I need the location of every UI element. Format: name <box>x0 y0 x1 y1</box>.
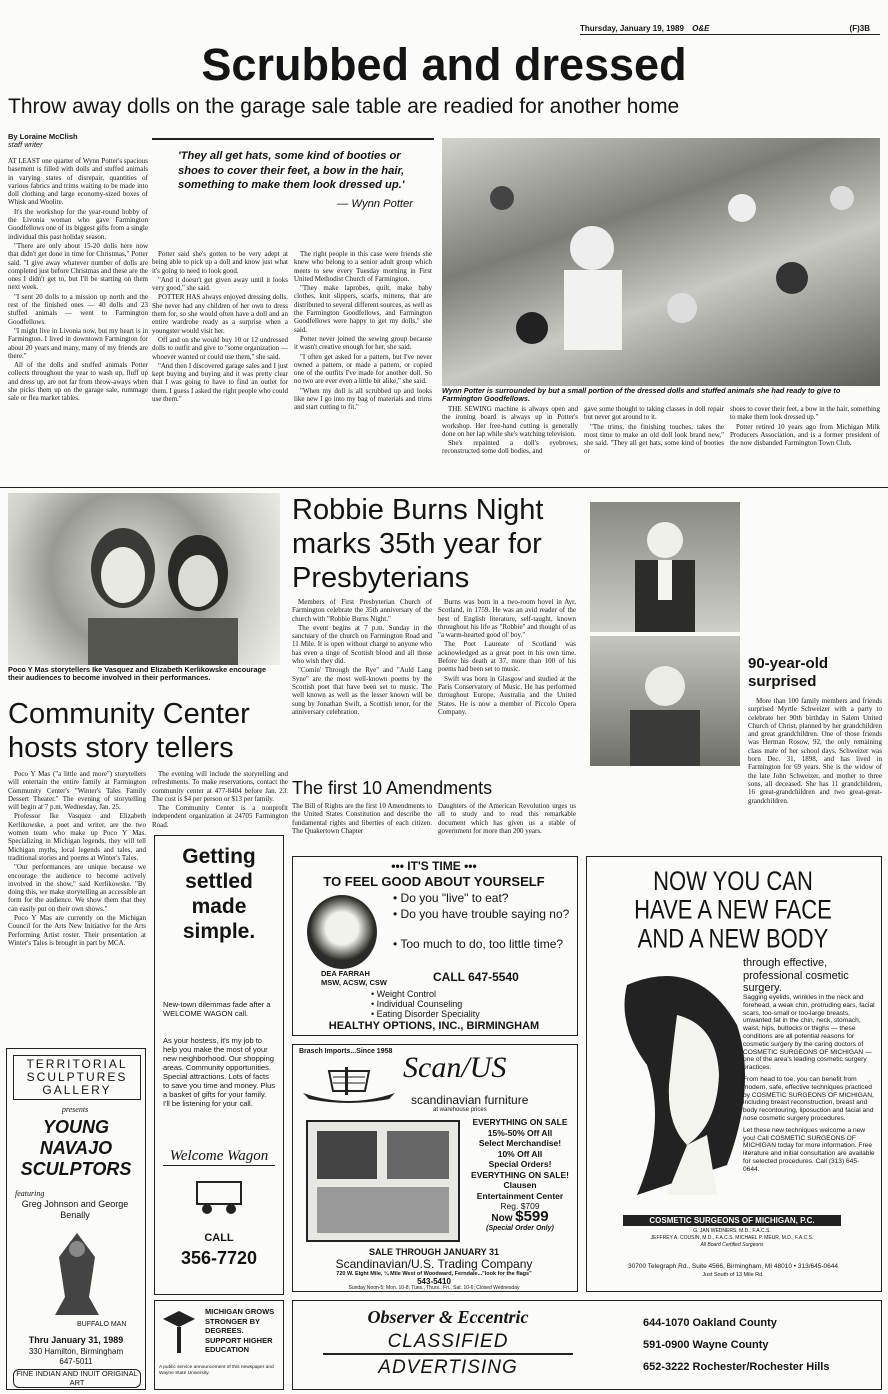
byline-name: By Loraine McClish <box>8 132 78 141</box>
story1-column-3 <box>294 250 432 488</box>
paragraph: Members of First Presbyterian Church of Farmington celebrate the 35th anniversary of the church with "Robbie Burns Night." <box>292 598 432 623</box>
gallery-address: BUFFALO MAN <box>77 1321 127 1328</box>
classified-phone-oakland: 644-1070 Oakland County <box>643 1317 777 1329</box>
story1-column-2 <box>152 250 288 488</box>
service-text: Individual Counseling <box>376 999 463 1009</box>
headline-line: AND A NEW BODY <box>637 923 829 954</box>
offer-line: (Special Order Only) <box>486 1225 554 1232</box>
paragraph: The right people in this case were friends she knew who belong to a senior adult group which meets to sew every Tuesday morning in First United Methodist Church of Farmington. <box>294 250 432 283</box>
pullquote-attribution: — Wynn Potter <box>337 197 413 210</box>
dots: ••• <box>391 859 408 873</box>
paragraph: She's repainted a doll's eyebrows, reconstructed some doll bodies, and <box>442 439 578 456</box>
offer-line: Entertainment Center <box>476 1190 564 1201</box>
photo-wynn-potter-dolls <box>442 138 880 386</box>
michigan-note: A public service announcement of this newspaper and Wayne State University. <box>159 1365 274 1376</box>
ad-cosmetic-surgeons <box>586 856 882 1292</box>
graduation-cap-icon <box>161 1307 197 1355</box>
story1-column-1 <box>8 157 148 487</box>
welcome-line2: As your hostess, it's my job to help you make the most of your new neighborhood. Our shopping areas. Community opportunities. Special attractions. Lots of facts to save you time and money. Plus a basket of gifts for your family. I'll be listening for your call. <box>163 1036 276 1108</box>
scan-company: Scandinavian/U.S. Trading Company <box>335 1257 533 1271</box>
byline-role: staff writer <box>8 140 43 149</box>
masthead-date: Thursday, January 19, 1989 <box>580 24 684 33</box>
story3-column-1 <box>292 598 432 717</box>
scan-sub: at warehouse prices <box>433 1107 487 1113</box>
headline-robbie-burns: Robbie Burns Night marks 35th year for Presbyterians <box>292 494 544 594</box>
gallery-street: 330 Hamilton, Birmingham <box>28 1347 124 1356</box>
paragraph: Potter said she's gotten to be very adept at being able to pick up a doll and know just what it's going to need to look good. <box>152 250 288 275</box>
paragraph: The evening will include the storytelling and refreshments. To make reservations, contact the community center at 477-8404 before Jan. 23. The cost is $4 per person or $13 per family. <box>152 770 288 803</box>
scan-offer <box>465 1117 575 1235</box>
paragraph: "There are only about 15-20 dolls here now that didn't get done in time for Christmas," Potter said. "I give away whatever number of dolls are completed just before Christmas and these are the ones I didn't get to, but I'll be starting on them next week. <box>8 241 148 292</box>
elderly-man-figure-icon <box>590 502 740 632</box>
paragraph: Poco Y Mas ("a little and more") storytellers will entertain the entire family at Farmington Community Center's "Winter's Tales Family Dessert Theater." The evening of storytelling will begin at 7 p.m. Wednesday, Jan. 25. <box>8 770 146 812</box>
offer-line: EVERYTHING ON SALE <box>472 1117 568 1127</box>
cosmetic-doctors: G. JAN WEDNERS, M.D., F.A.C.S. <box>693 1228 771 1234</box>
headline-scrubbed: Scrubbed and dressed <box>201 39 687 90</box>
paragraph: Potter retired 10 years ago from Michigan Milk Producers Association, and is a former president of the now disbanded Farmington Town Club. <box>730 422 880 448</box>
healthy-headline: TO FEEL GOOD ABOUT YOURSELF <box>323 874 545 889</box>
paragraph: shoes to cover their feet, a bow in the hair, something to make them look dressed up." <box>730 405 880 422</box>
classified-paper-name: Observer & Eccentric <box>367 1307 529 1327</box>
paragraph: The event begins at 7 p.m. Sunday in the sanctuary of the church on Farmington Road and 11 Mile. It is open without charge to anyone who has even a tinge of Scottish blood and all those who wish they did. <box>292 623 432 666</box>
scan-since: Brasch Imports...Since 1958 <box>299 1048 393 1055</box>
paragraph: Poco Y Mas are currently on the Michigan Council for the Arts New Initiative for the Arts Performing Artist roster. Their presentation at Winter's Tales is brought in part by MCA. <box>8 914 146 947</box>
scan-address: 720 W. Eight Mile, ¼ Mile West of Woodward, Ferndale..."look for the flags" <box>336 1271 532 1277</box>
offer-line: Select Merchandise! <box>478 1138 562 1148</box>
offer-price <box>465 1207 575 1225</box>
story1-column-5 <box>584 405 724 457</box>
masthead-rule <box>580 34 880 35</box>
pullquote <box>178 149 433 211</box>
headline-line: NOW YOU CAN <box>653 865 813 896</box>
healthy-footer: HEALTHY OPTIONS, INC., BIRMINGHAM <box>328 1020 540 1032</box>
ad-michigan-grows <box>154 1300 284 1390</box>
headline-amendments: The first 10 Amendments <box>292 778 493 798</box>
paragraph: "And then I discovered garage sales and I just kept buying and buying and it was pretty clear that I was going to have to find an outlet for them. I guess I asked the right people who could use them." <box>152 361 288 404</box>
elderly-woman-figure-icon <box>590 636 740 766</box>
healthy-call: CALL 647-5540 <box>433 970 519 984</box>
paragraph: "When my doll is all scrubbed up and looks like new I go into my bag of materials and trims and start cutting to fit." <box>294 386 432 412</box>
pullquote-rule <box>152 138 434 140</box>
cosmetic-address: 30700 Telegraph Rd., Suite 4566, Birmingham, MI 48010 • 313/645-0644 <box>628 1263 838 1270</box>
paragraph: All of the dolls and stuffed animals Potter collects throughout the year to wash up, fluff up and dress up, are not far from throw-aways when she picks them up on the garage sale, rummage sale or flea market tables. <box>8 361 148 403</box>
viking-ship-icon <box>299 1063 399 1109</box>
paragraph: "I often get asked for a pattern, but I've never owned a pattern, or made a pattern, or copied one of the outfits I've made for another doll. So no two are ever even a little bit alike," she said. <box>294 352 432 386</box>
subhead-scrubbed: Throw away dolls on the garage sale table are readied for another home <box>8 95 680 118</box>
healthy-q3: • Too much to do, too little time? <box>393 937 564 951</box>
gallery-artists: Greg Johnson and George Benally <box>21 1199 129 1220</box>
cosmetic-paragraph: Sagging eyelids, wrinkles in the neck and forehead, a weak chin, protruding ears, facial scars, too-small or too-large breasts, unwanted fat in the chin, neck, stomach, waist, hips, buttocks or thighs — these conditions are all potential reasons for cosmetic surgery by the caring doctors of COSMETIC SURGEONS OF MICHIGAN — one of the area's leading cosmetic surgery practices. <box>743 994 875 1072</box>
story4-column-1: The Bill of Rights are the first 10 Amendments to the United States Constitution and describe the fundamental rights and liberties of each citizen. The Quakertown Chapter <box>292 802 432 835</box>
story3-column-2 <box>438 598 576 717</box>
healthy-creds: MSW, ACSW, CSW <box>321 978 387 987</box>
classified-phone-rochester: 652-3222 Rochester/Rochester Hills <box>643 1361 830 1373</box>
entertainment-center-icon <box>303 1117 463 1247</box>
healthy-service-3: • Eating Disorder Speciality <box>371 1009 480 1019</box>
healthy-q2: • Do you have trouble saying no? <box>393 907 570 921</box>
section-divider <box>0 487 888 488</box>
cosmetic-doctors-2: JEFFREY A. COUSIN, M.D., F.A.C.S. MICHAEL P. MEUR, M.D., F.A.C.S. <box>650 1235 814 1241</box>
paragraph: AT LEAST one quarter of Wynn Potter's spacious basement is filled with dolls and stuffed animals in varying states of disrepair, quantities of various fabrics and trims waiting to be made into doll clothing and large economy-sized boxes of Whisk and Woolite. <box>8 157 148 207</box>
pullquote-text: 'They all get hats, some kind of booties or shoes to cover their feet, a bow in the hair, something to make them look dressed up.' <box>178 150 405 191</box>
story2-column-1 <box>8 770 146 1042</box>
gallery-tagline: FINE INDIAN AND INUIT ORIGINAL ART <box>13 1369 141 1388</box>
headline-community-center: Community Center hosts story tellers <box>8 698 250 764</box>
scan-logo: Scan/US <box>403 1051 507 1084</box>
dots: ••• <box>460 859 477 873</box>
michigan-line: MICHIGAN GROWS STRONGER BY DEGREES. SUPPORT HIGHER EDUCATION <box>205 1307 275 1354</box>
offer-line: Reg. $709 <box>500 1201 540 1211</box>
welcome-headline: Getting settled made simple. <box>182 845 256 943</box>
sculpture-icon <box>37 1227 117 1319</box>
scan-name: scandinavian furniture <box>411 1093 529 1107</box>
healthy-name: DEA FARRAH <box>321 969 370 978</box>
healthy-top <box>293 859 575 873</box>
gallery-featuring: featuring <box>15 1189 45 1198</box>
paragraph: "I might live in Livonia now, but my heart is in Farmington. I lived in downtown Farmington for about 20 years and many, many of my friends are there." <box>8 326 148 360</box>
welcome-call: CALL <box>204 1232 234 1244</box>
wagon-icon <box>195 1180 243 1216</box>
offer-line: 10% Off All <box>497 1148 543 1159</box>
classified-word-1: CLASSIFIED <box>323 1331 573 1355</box>
photo-dea-farrah <box>307 895 377 969</box>
classified-phone-wayne: 591-0900 Wayne County <box>643 1339 769 1351</box>
healthy-q1-text: Do you "live" to eat? <box>400 891 509 905</box>
paragraph: It's the workshop for the year-round hobby of the Livonia woman who gave Farmington Goodfellows one of its biggest gifts from a single individual this past holiday season. <box>8 207 148 241</box>
paragraph: "They make laprobes, quilt, make baby clothes, knit slippers, scarfs, mittens, that are distributed to several different sources, as well as the Farmington Goodfellows, and Farmington Goodfellows were happy to get my dolls," she said. <box>294 284 432 334</box>
ad-scandinavian-furniture <box>292 1044 578 1292</box>
gallery-name: TERRITORIAL SCULPTURES GALLERY <box>13 1055 141 1100</box>
healthy-q3-text: Too much to do, too little time? <box>400 937 564 951</box>
gallery-title: YOUNG NAVAJO SCULPTORS <box>20 1117 132 1179</box>
headline-line: HAVE A NEW FACE <box>634 894 832 925</box>
masthead-page: (F)3B <box>849 24 870 33</box>
headline-90-year-old: 90-year-old surprised <box>748 655 829 690</box>
story1-column-4 <box>442 405 578 457</box>
photo-schweizer-family <box>590 502 740 632</box>
healthy-q1: • Do you "live" to eat? <box>393 891 509 905</box>
sale-price: $599 <box>515 1207 549 1225</box>
cosmetic-paragraph: Let these new techniques welcome a new you! Call COSMETIC SURGEONS OF MICHIGAN today for more information. Free literature and initial consultation are available for selected procedures. Call (313) 645-0644. <box>743 1126 875 1173</box>
gallery-dates: Thru January 31, 1989 <box>28 1335 124 1345</box>
scan-sale: SALE THROUGH JANUARY 31 <box>368 1247 500 1257</box>
byline <box>8 133 78 149</box>
story1-column-6 <box>730 405 880 448</box>
welcome-line1: New-town dilemmas fade after a WELCOME WAGON call. <box>163 1000 271 1018</box>
gallery-presents: presents <box>61 1105 89 1114</box>
welcome-wagon-logo: Welcome Wagon <box>163 1148 275 1166</box>
scan-phone: 543-5410 <box>417 1277 451 1286</box>
photo-caption-wynn: Wynn Potter is surrounded by but a small portion of the dressed dolls and stuffed animals she had ready to give to Farmington Goodfellows. <box>442 386 841 404</box>
classified-word-2: ADVERTISING <box>378 1357 518 1378</box>
paragraph: Swift was born in Glasgow and studied at the Paris Conservatory of Music. He has performed throughout Europe, Australia and the United States. He is now a member of Piccolo Opera Company. <box>438 674 576 716</box>
offer-line: EVERYTHING ON SALE! <box>471 1169 569 1180</box>
service-text: Weight Control <box>376 989 437 999</box>
offer-line: 15%-50% Off All <box>487 1127 553 1138</box>
ad-territorial-gallery <box>6 1048 146 1390</box>
paragraph: "I sent 20 dolls to a mission up north and the rest of the finished ones — 40 dolls and 23 stuffed animals — went to Farmington Goodfellows. <box>8 292 148 326</box>
healthy-service-2: • Individual Counseling <box>371 999 463 1009</box>
offer-line: Clausen <box>503 1180 537 1190</box>
masthead <box>580 24 880 33</box>
story5-body: More than 100 family members and friends surprised Myrtle Schweizer with a party to celebrate her 90th birthday in Salem United Church of Christ, planned by her grandchildren and great grandchildren. One of those friends was Herman Rosow, 92, the only remaining class mate of her school days. Schweizer was born Dec. 31, 1898, and has lived in Farmington for 69 years. She is the widow of the late John Schweizer, and mother to three sons, all deceased. She has 11 grandchildren, 16 great-grandchildren and two great-great-grandchildren. <box>748 697 882 805</box>
paragraph: The Community Center is a nonprofit independent organization at 24705 Farmington Road. <box>152 804 288 829</box>
ad-classified <box>292 1300 882 1390</box>
paragraph: "And it doesn't get given away until it looks very good," she said. <box>152 275 288 293</box>
paragraph: Off and on she would buy 10 or 12 undressed dolls to outfit and give to "some organization — whoever wanted or could use them," she said. <box>152 335 288 361</box>
storytellers-figure-icon <box>8 493 280 665</box>
cosmetic-address-2: Just South of 13 Mile Rd. <box>702 1272 764 1278</box>
gallery-phone: 647-5011 <box>59 1357 93 1366</box>
paragraph: "Comin' Through the Rye" and "Auld Lang Syne" are the most well-known poems by the Scottish poet that have been set to music. The well known as well as the lesser known will be sung by Jonathan Swift, a Scottish tenor, for the anniversary celebration. <box>292 666 432 716</box>
photo-myrtle-schweizer <box>590 636 740 766</box>
paragraph: Burns was born in a two-room hovel in Ayr, Scotland, in 1759. He was an avid reader of the best of English literature, self-taught, known throughout his life as "Robbie" and thought of as "a warm-hearted good ol' boy." <box>438 598 576 640</box>
cosmetic-lead: through effective, professional cosmetic surgery. <box>743 957 849 994</box>
paragraph: The Poet Laureate of Scotland was acknowledged as a great poet in his own time. Before his death at 37, more than 100 of his poems had been set to music. <box>438 640 576 674</box>
healthy-top-text: IT'S TIME <box>407 859 461 873</box>
masthead-paper: O&E <box>692 24 710 33</box>
cosmetic-paragraph: From head to toe, you can benefit from modern, safe, effective techniques practiced by COSMETIC SURGEONS OF MICHIGAN, including breast reconstruction, breast and body recontouring, liposuction and facial and nose cosmetic surgery procedures. <box>743 1075 874 1122</box>
cosmetic-board: All Board Certified Surgeons <box>700 1242 764 1248</box>
paragraph: POTTER HAS always enjoyed dressing dolls. She never had any children of her own to dress them for, so she would often have a doll and an entire wardrobe ready as a surprise when a youngster would visit her. <box>152 293 288 335</box>
paragraph: "Our performances are unique because we encourage the audience to become actively involved in the show," said Kerlikowske. "By doing this, we make storytelling an accessible art form for the audience. We show them that they can easily put on their own shows." <box>8 863 146 913</box>
paragraph: gave some thought to taking classes in doll repair but never got around to it. <box>584 405 724 422</box>
paragraph: THE SEWING machine is always open and the ironing board is always up in Potter's workshop. Her free-hand cutting is generally done on her lap while she's watching television. <box>442 405 578 438</box>
service-text: Eating Disorder Speciality <box>376 1009 480 1019</box>
photo-caption-storytellers: Poco Y Mas storytellers Ike Vasquez and Elizabeth Kerlikowske encourage their audiences to become involved in their performances. <box>8 665 267 683</box>
doll-figure-icon <box>442 138 880 386</box>
healthy-q2-text: Do you have trouble saying no? <box>400 907 570 921</box>
paragraph: "The trims, the finishing touches, takes the most time to make an old doll look brand new," she said. "They all get hats, some kind of booties or <box>584 422 724 456</box>
paragraph: Professor Ike Vasquez and Elizabeth Kerlikowske, a poet and writer, are the two women team who make up Poco Y Mas. Specializing in Michigan legends, they will tell Michigan myths, local legends and tales, and traditional stories and poems at Winter's Tales. <box>8 812 146 862</box>
photo-storytellers <box>8 493 280 665</box>
healthy-service-1: • Weight Control <box>371 989 437 999</box>
ad-welcome-wagon <box>154 835 284 1295</box>
now-label: Now <box>491 1212 513 1224</box>
story4-column-2: Daughters of the American Revolution urges us all to study and to read this remarkable document which has given us a stable of government for more than 200 years. <box>438 802 576 835</box>
ad-healthy-options <box>292 856 578 1036</box>
cosmetic-firm: COSMETIC SURGEONS OF MICHIGAN, P.C. <box>623 1215 841 1226</box>
paragraph: Potter never joined the sewing group because it wasn't creative enough for her, she said. <box>294 334 432 352</box>
cosmetic-headline <box>587 867 879 953</box>
offer-line: Special Orders! <box>488 1159 552 1169</box>
cosmetic-body <box>743 994 875 1174</box>
story2-column-2 <box>152 770 288 830</box>
scan-hours: Sunday Noon-5; Mon. 10-8; Tues., Thurs., Fri., Sat. 10-6; Closed Wednesday <box>348 1285 520 1291</box>
welcome-phone: 356-7720 <box>180 1248 258 1268</box>
